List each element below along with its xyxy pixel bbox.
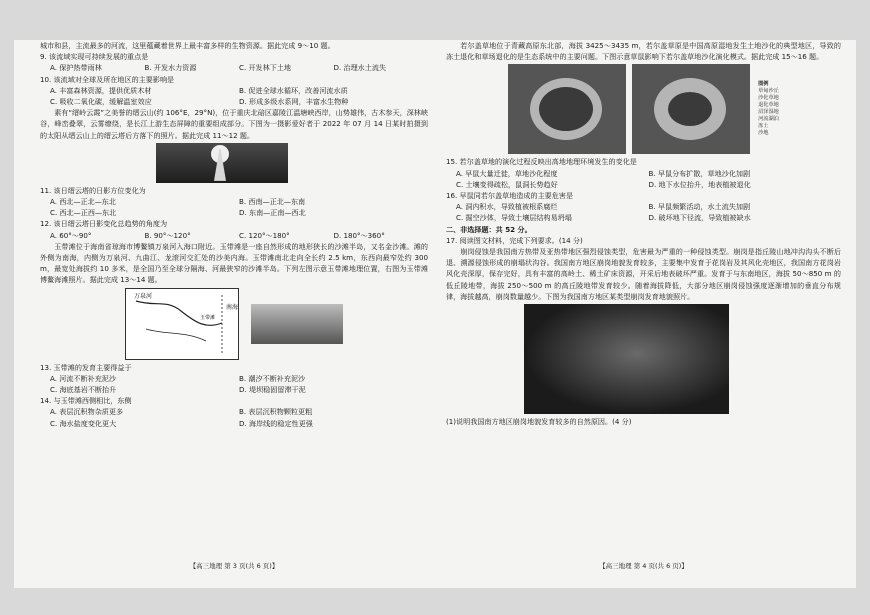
passage-benggang: 崩岗侵蚀是我国南方热带及亚热带地区强烈侵蚀类型，危害最为严重的一种侵蚀类型。崩岗是指丘陵山地冲沟沟头不断后退、溯源侵蚀形成的崩塌状沟谷。我国南方地区崩岗地貌发育较多，主要集中发育于花岗岩及其风化壳地区，我国南方花岗岩风化壳深厚，保存完好，具有丰富的高岭土、稀土矿床资源，开采后地表破坏严重。发育于与东南地区，海拔 50～850 m 的低丘陵地带，海拔 250～500 m 的高丘陵地带发育较少。随着海拔降低，大部分地区崩岗侵蚀强度逐渐增加的垂直分布规律，海拔越高，崩岗数量越少。下图为我国南方地区某类型崩岗发育地貌照片。 (446, 247, 841, 301)
question-14: 14. 与玉带滩西侧相比，东侧 (40, 396, 132, 406)
option-d: D. 治理水土流失 (333, 63, 387, 73)
q15-options (456, 168, 841, 190)
legend-item: 冻土 (758, 123, 769, 130)
option-b: B. 潮汐不断补充泥沙 (239, 373, 306, 383)
question-15: 15. 若尔盖草地的演化过程反映出高地地理环境发生的变化是 (446, 157, 637, 167)
option-c: C. 土壤变得疏松，鼠洞长势趋好 (456, 179, 558, 189)
page-right (446, 40, 841, 588)
passage-ruoergai: 若尔盖草地位于青藏高原东北部，海拔 3425～3435 m，若尔盖草原是中国高原湿地发生土地沙化的典型地区，导致的冻土退化和草场退化的是生态系统中的主要问题。下图示意草鼠影响下若尔盖草地沙化演化模式。据此完成 15～16 题。 (446, 41, 841, 62)
option-b: B. 促进全球水循环，改善河流水质 (239, 85, 348, 95)
option-b: B. 90°～120° (144, 230, 191, 240)
q12-options (50, 230, 428, 241)
option-c: C. 西北—正西—东北 (50, 208, 117, 218)
question-17-1: (1)说明我国南方地区崩岗地貌发育较多的自然原因。(4 分) (446, 417, 632, 427)
passage-intro-end: 城市和县，主流最多的河流，这里蕴藏着世界上最丰富多样的生物资源。据此完成 9～10 题。 (40, 41, 335, 50)
option-b: B. 开发水力资源 (144, 63, 197, 73)
option-c: C. 开发林下土地 (239, 63, 292, 73)
page-footer: 【高三地理 第 4 页(共 6 页)】 (599, 561, 688, 570)
legend-item: 沙地 (758, 130, 769, 137)
question-10: 10. 该流域对全球及所在地区的主要影响是 (40, 74, 175, 84)
option-d: D. 东南—正南—西北 (239, 208, 306, 218)
option-d: D. 堤坝稳固留滞干泥 (239, 385, 306, 395)
option-d: D. 地下水位抬升，地表植被退化 (648, 179, 751, 189)
option-a: A. 保护热带雨林 (50, 63, 102, 73)
legend-item: 沼泽湿地 (758, 109, 779, 116)
option-c: C. 120°～180° (239, 230, 290, 240)
location-map (125, 288, 239, 360)
option-c: C. 掘空沙体，导致土壤层结构易坍塌 (456, 213, 572, 223)
map-drawing (126, 289, 238, 359)
question-16: 16. 早鼠同若尔盖草地造成的主要危害是 (446, 191, 574, 201)
map-legend (758, 81, 779, 137)
page-left (40, 40, 428, 588)
figure-row (40, 288, 428, 360)
beach-photo (251, 304, 343, 344)
question-17: 17. 阅读图文材料，完成下列要求。(14 分) (446, 235, 583, 245)
option-a: A. 丰富森林资源，提供优质木材 (50, 85, 152, 95)
sand-ring (654, 78, 726, 140)
question-11: 11. 该日缙云塔的日影方位变化为 (40, 185, 146, 195)
option-a: A. 洞内积水，导致植被根系腐烂 (456, 202, 558, 212)
tributary-line (146, 329, 206, 341)
map-label-yudaitan: 玉带滩 (200, 314, 216, 321)
exam-sheet (14, 40, 856, 588)
legend-item: 草甸沙丘 (758, 88, 779, 95)
section-heading: 二、非选择题：共 52 分。 (446, 224, 532, 234)
option-b: B. 西南—正北—东南 (239, 197, 306, 207)
option-b: B. 表层沉积物颗粒更粗 (239, 407, 313, 417)
sand-ring (530, 78, 602, 140)
q13-options (50, 373, 428, 395)
map-label-river: 万泉河 (134, 292, 153, 300)
option-d: D. 海岸线的稳定性更强 (239, 418, 313, 428)
q11-options (50, 196, 428, 218)
option-d: D. 形成多级水系网，丰富水生物种 (239, 97, 349, 107)
option-d: D. 破坏地下径流，导致植被缺水 (648, 213, 751, 223)
legend-item: 退化草地 (758, 102, 779, 109)
option-c: C. 海底基岩不断抬升 (50, 385, 117, 395)
question-9: 9. 该流域实现可持续发展的重点是 (40, 52, 149, 62)
satellite-map-left (508, 64, 626, 154)
benggang-photo (524, 304, 729, 414)
option-a: A. 60°～90° (50, 230, 92, 240)
q10-options (50, 85, 428, 107)
option-c: C. 吸收二氧化碳，缓解温室效应 (50, 97, 152, 107)
option-c: C. 海水盐度变化更大 (50, 418, 117, 428)
option-a: A. 西北—正北—东北 (50, 197, 116, 207)
q14-options (50, 406, 428, 428)
satellite-map-right (632, 64, 750, 154)
option-b: B. 早鼠分布扩散，草地沙化加剧 (648, 168, 751, 178)
map-label-sea: 南海 (226, 303, 238, 311)
option-b: B. 早鼠频繁活动，水土流失加剧 (648, 202, 751, 212)
satellite-figure (446, 64, 841, 154)
sunset-pagoda-photo (156, 143, 288, 183)
q9-options (50, 62, 428, 73)
legend-title: 图例 (758, 81, 769, 88)
legend-item: 沙化草地 (758, 95, 779, 102)
option-a: A. 早鼠大量迁徙，草地沙化程度 (456, 168, 558, 178)
page-footer: 【高三地理 第 3 页(共 6 页)】 (189, 561, 279, 570)
q16-options (456, 201, 841, 223)
option-a: A. 河流不断补充泥沙 (50, 373, 116, 383)
passage-yudaitan: 玉带滩位于海南省琼海市博鳌镇万泉河入海口附近。玉带滩是一座自然形成的地形狭长的沙滩半岛，又名金沙滩。滩的外侧为南海，内侧为万泉河、九曲江、龙滚河交汇处的沙美内海。玉带滩南北走向全长约 2.5 km，东西向最窄处约 300 m，最宽处海拔约 10 多米，是全国乃至全球分隔海、河最狭窄的沙滩半岛。下列左图示意玉带滩地理位置，右图为玉带滩博鳌海滩照片。据此完成 13～14 题。 (40, 241, 428, 285)
option-d: D. 180°～360° (333, 230, 385, 240)
river-line (136, 301, 222, 325)
question-12: 12. 该日缙云塔日影变化总趋势的角度为 (40, 219, 168, 229)
passage-jinyun: 素有“缙岭云霞”之美誉的缙云山(约 106°E，29°N)，位于重庆北碚区嘉陵江温塘峡西岸，山势雄伟，古木参天，深林峡谷，峰峦叠翠，云雾缭绕，是长江上游生态屏障的重要组成部分。下图为一摄影爱好者于 2022 年 07 月 14 日某时拍摄到的太阳从缙云山上的缙云塔后方落下的照片。据此完成 11～12 题。 (40, 108, 428, 140)
option-a: A. 表层沉积物杂质更多 (50, 407, 124, 417)
legend-item: 河流湖泊 (758, 116, 779, 123)
question-13: 13. 玉带滩的发育主要得益于 (40, 362, 132, 372)
